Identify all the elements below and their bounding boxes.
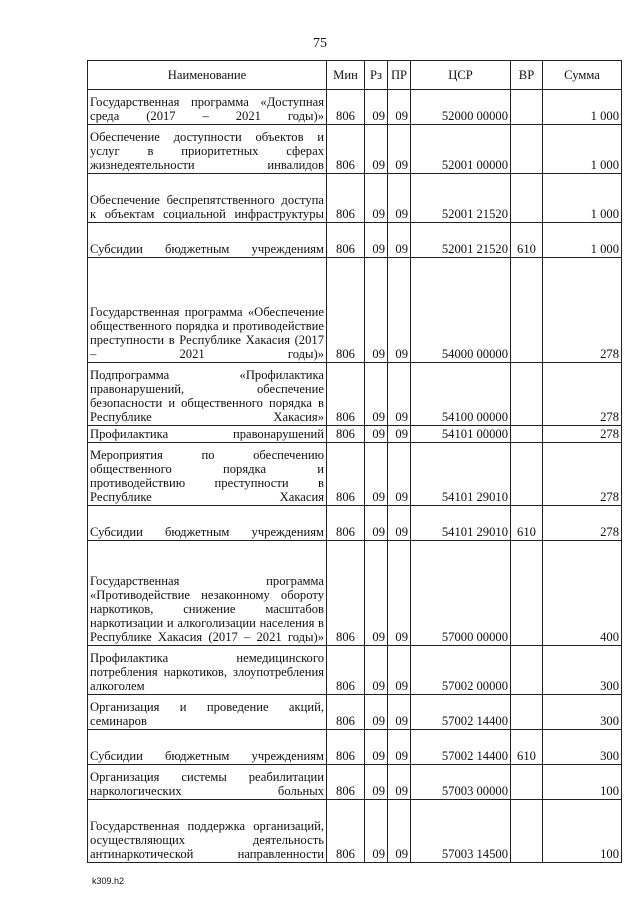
row-vr (511, 541, 543, 646)
row-csr: 57000 00000 (411, 541, 511, 646)
row-name: Субсидии бюджетным учреждениям (88, 223, 327, 258)
row-pr: 09 (388, 223, 411, 258)
row-min: 806 (327, 258, 365, 363)
row-sum: 100 (543, 800, 622, 863)
row-rz: 09 (365, 646, 388, 695)
row-vr: 610 (511, 506, 543, 541)
page-number: 75 (313, 36, 327, 51)
row-vr (511, 765, 543, 800)
row-rz: 09 (365, 695, 388, 730)
row-min: 806 (327, 426, 365, 443)
table-row (88, 506, 622, 541)
row-rz: 09 (365, 506, 388, 541)
header-vr: ВР (511, 61, 543, 90)
row-pr: 09 (388, 800, 411, 863)
row-sum: 400 (543, 541, 622, 646)
row-min: 806 (327, 443, 365, 506)
row-name: Организация и проведение акций, семинаров (88, 695, 327, 730)
table-row (88, 426, 622, 443)
row-vr (511, 90, 543, 125)
row-name: Обеспечение беспрепятственного доступа к объектам социальной инфраструктуры (88, 174, 327, 223)
row-min: 806 (327, 174, 365, 223)
row-name: Профилактика правонарушений (88, 426, 327, 443)
row-name: Обеспечение доступности объектов и услуг в приоритетных сферах жизнедеятельности инвалидов (88, 125, 327, 174)
row-rz: 09 (365, 765, 388, 800)
header-name: Наименование (88, 61, 327, 90)
table-row (88, 646, 622, 695)
row-vr (511, 258, 543, 363)
table-row (88, 541, 622, 646)
row-sum: 278 (543, 426, 622, 443)
row-name: Субсидии бюджетным учреждениям (88, 730, 327, 765)
row-name: Организация системы реабилитации наркологических больных (88, 765, 327, 800)
row-csr: 54101 00000 (411, 426, 511, 443)
row-pr: 09 (388, 730, 411, 765)
footer-code: k309.h2 (92, 876, 125, 886)
row-vr (511, 363, 543, 426)
row-csr: 54101 29010 (411, 506, 511, 541)
table-row (88, 90, 622, 125)
row-min: 806 (327, 695, 365, 730)
row-min: 806 (327, 800, 365, 863)
header-csr: ЦСР (411, 61, 511, 90)
row-min: 806 (327, 363, 365, 426)
row-name: Профилактика немедицинского потребления наркотиков, злоупотребления алкоголем (88, 646, 327, 695)
row-name: Государственная программа «Обеспечение общественного порядка и противодействие преступности в Республике Хакасия (2017 – 2021 годы)» (88, 258, 327, 363)
row-rz: 09 (365, 363, 388, 426)
row-vr (511, 800, 543, 863)
row-vr (511, 426, 543, 443)
row-sum: 1 000 (543, 90, 622, 125)
header-min: Мин (327, 61, 365, 90)
row-pr: 09 (388, 695, 411, 730)
row-pr: 09 (388, 426, 411, 443)
row-sum: 278 (543, 363, 622, 426)
row-csr: 54000 00000 (411, 258, 511, 363)
row-rz: 09 (365, 258, 388, 363)
row-pr: 09 (388, 363, 411, 426)
row-name: Мероприятия по обеспечению общественного порядка и противодействию преступности в Республике Хакасия (88, 443, 327, 506)
row-vr (511, 646, 543, 695)
row-min: 806 (327, 646, 365, 695)
header-pr: ПР (388, 61, 411, 90)
table-row (88, 443, 622, 506)
row-csr: 57002 14400 (411, 695, 511, 730)
row-vr (511, 174, 543, 223)
row-pr: 09 (388, 125, 411, 174)
table-row (88, 695, 622, 730)
table-row (88, 125, 622, 174)
row-pr: 09 (388, 765, 411, 800)
table-row (88, 223, 622, 258)
header-rz: Рз (365, 61, 388, 90)
row-csr: 57003 14500 (411, 800, 511, 863)
row-csr: 57003 00000 (411, 765, 511, 800)
row-min: 806 (327, 765, 365, 800)
row-sum: 278 (543, 258, 622, 363)
row-pr: 09 (388, 506, 411, 541)
row-vr: 610 (511, 730, 543, 765)
row-pr: 09 (388, 646, 411, 695)
row-sum: 300 (543, 730, 622, 765)
row-min: 806 (327, 506, 365, 541)
row-csr: 52000 00000 (411, 90, 511, 125)
row-sum: 278 (543, 443, 622, 506)
row-csr: 54101 29010 (411, 443, 511, 506)
row-name: Государственная программа «Доступная среда (2017 – 2021 годы)» (88, 90, 327, 125)
row-rz: 09 (365, 443, 388, 506)
row-pr: 09 (388, 174, 411, 223)
row-vr (511, 125, 543, 174)
row-csr: 57002 14400 (411, 730, 511, 765)
row-csr: 52001 00000 (411, 125, 511, 174)
table-row (88, 730, 622, 765)
row-pr: 09 (388, 443, 411, 506)
row-rz: 09 (365, 223, 388, 258)
row-min: 806 (327, 125, 365, 174)
row-rz: 09 (365, 90, 388, 125)
row-pr: 09 (388, 258, 411, 363)
row-name: Подпрограмма «Профилактика правонарушений, обеспечение безопасности и общественного порядка в Республике Хакасия» (88, 363, 327, 426)
row-rz: 09 (365, 426, 388, 443)
table-header-row (88, 61, 622, 90)
row-min: 806 (327, 730, 365, 765)
row-min: 806 (327, 90, 365, 125)
row-csr: 57002 00000 (411, 646, 511, 695)
row-min: 806 (327, 223, 365, 258)
row-vr (511, 443, 543, 506)
row-pr: 09 (388, 541, 411, 646)
table-row (88, 800, 622, 863)
table-row (88, 174, 622, 223)
row-name: Субсидии бюджетным учреждениям (88, 506, 327, 541)
header-sum: Сумма (543, 61, 622, 90)
row-pr: 09 (388, 90, 411, 125)
row-csr: 52001 21520 (411, 223, 511, 258)
row-sum: 300 (543, 695, 622, 730)
row-name: Государственная поддержка организаций, осуществляющих деятельность антинаркотической направленности (88, 800, 327, 863)
row-rz: 09 (365, 125, 388, 174)
budget-table (87, 60, 622, 863)
row-sum: 1 000 (543, 125, 622, 174)
table-row (88, 363, 622, 426)
row-rz: 09 (365, 800, 388, 863)
row-rz: 09 (365, 174, 388, 223)
row-vr: 610 (511, 223, 543, 258)
row-rz: 09 (365, 730, 388, 765)
row-csr: 54100 00000 (411, 363, 511, 426)
table-row (88, 258, 622, 363)
row-sum: 278 (543, 506, 622, 541)
row-name: Государственная программа «Противодействие незаконному обороту наркотиков, снижение масштабов наркотизации и алкоголизации населения в Республике Хакасия (2017 – 2021 годы)» (88, 541, 327, 646)
row-sum: 100 (543, 765, 622, 800)
row-sum: 1 000 (543, 223, 622, 258)
row-csr: 52001 21520 (411, 174, 511, 223)
row-rz: 09 (365, 541, 388, 646)
table-row (88, 765, 622, 800)
row-sum: 300 (543, 646, 622, 695)
row-vr (511, 695, 543, 730)
row-min: 806 (327, 541, 365, 646)
row-sum: 1 000 (543, 174, 622, 223)
